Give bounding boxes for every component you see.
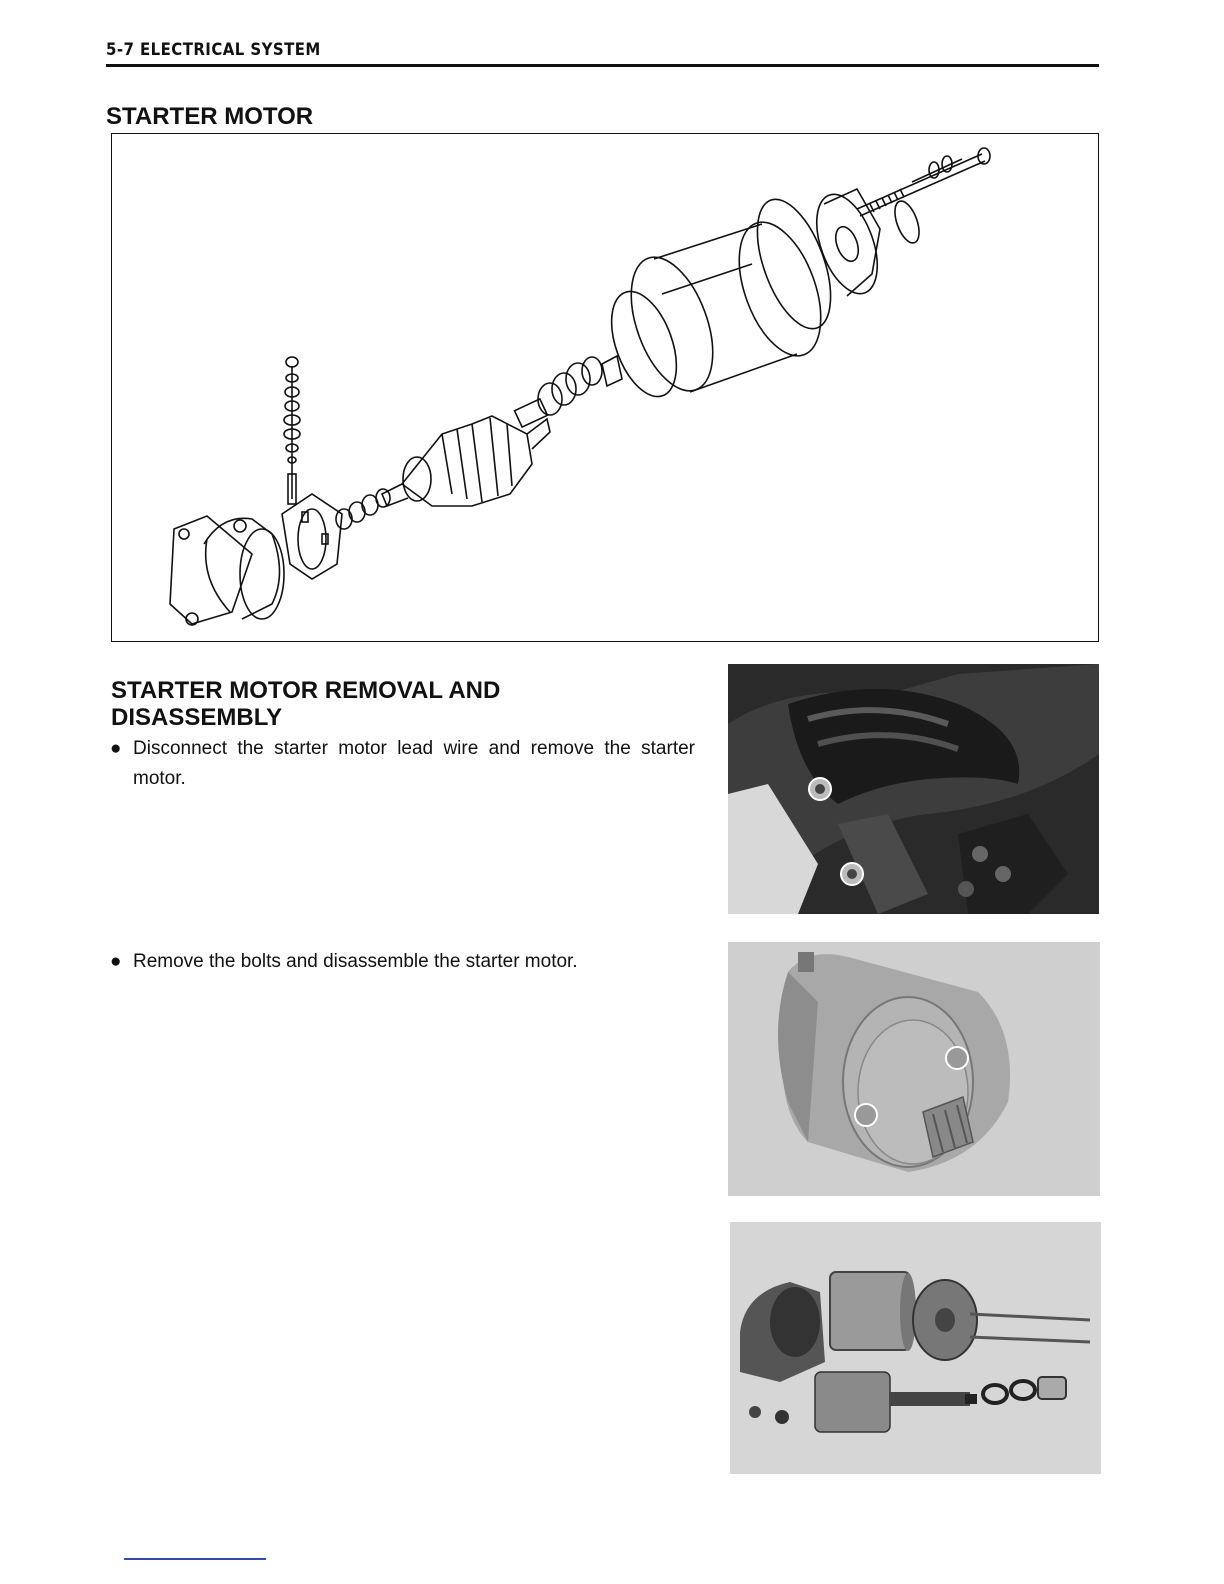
engine-starter-photo-icon <box>728 664 1099 914</box>
bullet-item <box>110 947 695 979</box>
bullet-text: Disconnect the starter motor lead wire and remove the starter motor. <box>133 738 695 789</box>
bullet-text: Remove the bolts and disassemble the starter motor. <box>133 951 578 972</box>
footer-rule <box>124 1558 266 1560</box>
starter-bolts-photo-icon <box>728 942 1100 1196</box>
page-header: 5-7 ELECTRICAL SYSTEM <box>106 40 321 60</box>
removal-title <box>111 677 671 731</box>
photo-starter-bolts <box>728 942 1100 1196</box>
disassembled-parts-photo-icon <box>730 1222 1101 1474</box>
photo-disassembled-parts <box>730 1222 1101 1474</box>
section-title: STARTER MOTOR <box>106 103 314 130</box>
removal-title-line2: DISASSEMBLY <box>111 704 283 731</box>
photo-engine-starter <box>728 664 1099 914</box>
removal-title-line1: STARTER MOTOR REMOVAL AND <box>111 677 501 704</box>
header-rule <box>106 64 1099 67</box>
starter-motor-exploded-icon <box>112 134 1098 641</box>
exploded-diagram <box>111 133 1099 642</box>
bullet-icon: ● <box>110 951 122 972</box>
bullet-item <box>110 734 695 796</box>
bullet-icon: ● <box>110 738 122 759</box>
